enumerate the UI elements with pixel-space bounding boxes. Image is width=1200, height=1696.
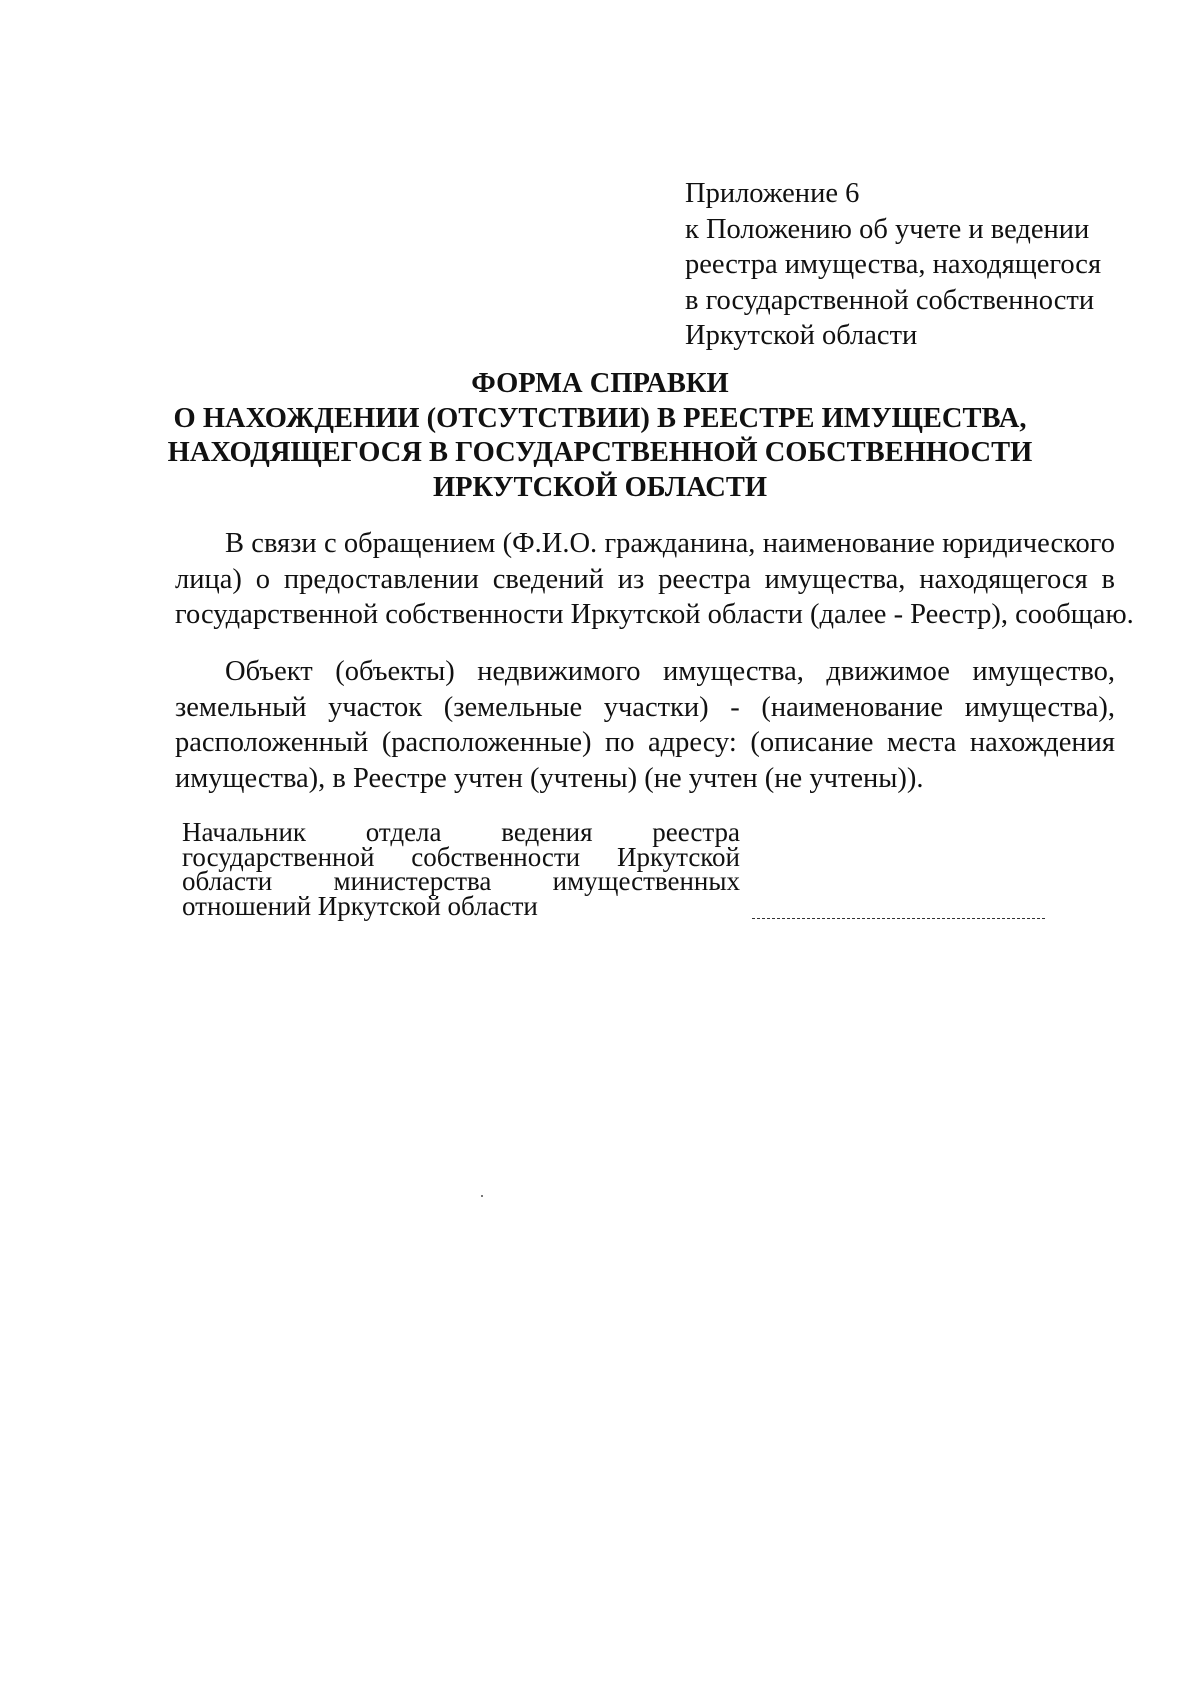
signatory-line: Начальник отдела ведения реестра <box>182 817 740 847</box>
paragraph-line: Объект (объекты) недвижимого имущества, движимое имущество, <box>225 656 1115 687</box>
appendix-line: к Положению об учете и ведении <box>685 213 1090 245</box>
appendix-line: Приложение 6 <box>685 178 860 209</box>
body-paragraph-object <box>175 654 1115 796</box>
appendix-line: Иркутской области <box>685 320 918 351</box>
title-line: ФОРМА СПРАВКИ <box>471 368 729 399</box>
appendix-note <box>685 176 1105 354</box>
scan-speck <box>481 1195 483 1197</box>
title-line: ИРКУТСКОЙ ОБЛАСТИ <box>432 471 768 503</box>
signatory-position <box>182 817 740 921</box>
appendix-line: реестра имущества, находящегося <box>685 249 1102 280</box>
title-line: О НАХОЖДЕНИИ (ОТСУТСТВИИ) В РЕЕСТРЕ ИМУЩЕСТВА, <box>173 402 1027 434</box>
paragraph-line: государственной собственности Иркутской области (далее - Реестр), сообщаю. <box>175 599 1134 630</box>
document-title <box>150 367 1050 505</box>
signature-line <box>752 918 1045 919</box>
signatory-line: государственной собственности Иркутской <box>182 841 740 872</box>
signatory-line: области министерства имущественных <box>182 866 740 896</box>
appendix-line: в государственной собственности <box>685 284 1095 316</box>
paragraph-line: лица) о предоставлении сведений из реестра имущества, находящегося в <box>175 563 1115 595</box>
title-line: НАХОДЯЩЕГОСЯ В ГОСУДАРСТВЕННОЙ СОБСТВЕННОСТИ <box>167 437 1033 468</box>
paragraph-line: земельный участок (земельные участки) - (наименование имущества), <box>175 691 1115 723</box>
paragraph-line: расположенный (расположенные) по адресу: (описание места нахождения <box>175 727 1115 758</box>
paragraph-line: В связи с обращением (Ф.И.О. гражданина, наименование юридического <box>225 528 1115 559</box>
signatory-line: отношений Иркутской области <box>182 890 538 921</box>
paragraph-line: имущества), в Реестре учтен (учтены) (не учтен (не учтены)). <box>175 762 924 794</box>
body-paragraph-request <box>175 526 1134 633</box>
